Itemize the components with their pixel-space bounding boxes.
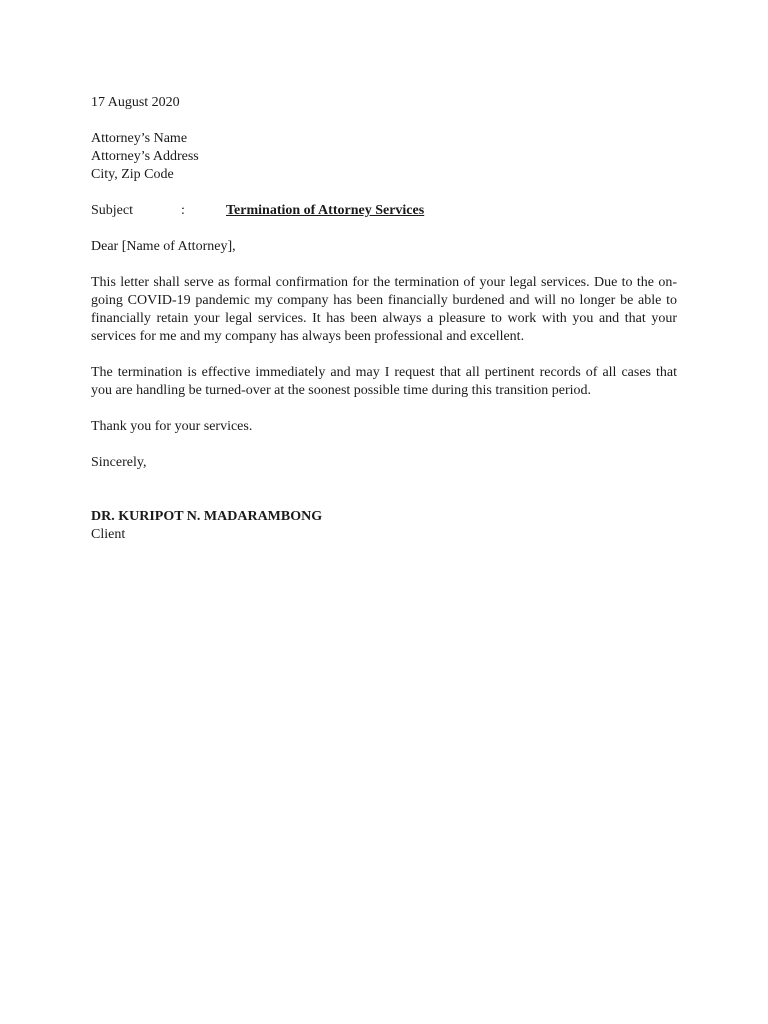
- subject-text: Termination of Attorney Services: [226, 203, 425, 218]
- closing: Sincerely,: [91, 455, 147, 470]
- body-paragraph-3: Thank you for your services.: [91, 419, 253, 434]
- recipient-name: Attorney’s Name: [91, 131, 188, 146]
- signer-title: Client: [91, 527, 126, 542]
- letter-body: [91, 94, 677, 544]
- recipient-city-zip: City, Zip Code: [91, 167, 174, 182]
- recipient-address: Attorney’s Address: [91, 149, 199, 164]
- letter-date: 17 August 2020: [91, 95, 180, 110]
- signer-name: DR. KURIPOT N. MADARAMBONG: [91, 509, 323, 524]
- subject-label: Subject: [91, 203, 133, 218]
- subject-colon: :: [181, 203, 185, 218]
- subject-line: [91, 202, 677, 220]
- salutation: Dear [Name of Attorney],: [91, 239, 236, 254]
- body-paragraph-1: This letter shall serve as formal confirmation for the termination of your legal services. Due to the on-going COVID-19 pandemic my company has been financially burdened and will no longer be able to financially retain your legal services. It has been always a pleasure to work with you and that your services for me and my company has always been professional and excellent.: [91, 275, 677, 344]
- body-paragraph-2: The termination is effective immediately and may I request that all pertinent records of all cases that you are handling be turned-over at the soonest possible time during this transition period.: [91, 365, 677, 398]
- recipient-address-block: [91, 130, 677, 184]
